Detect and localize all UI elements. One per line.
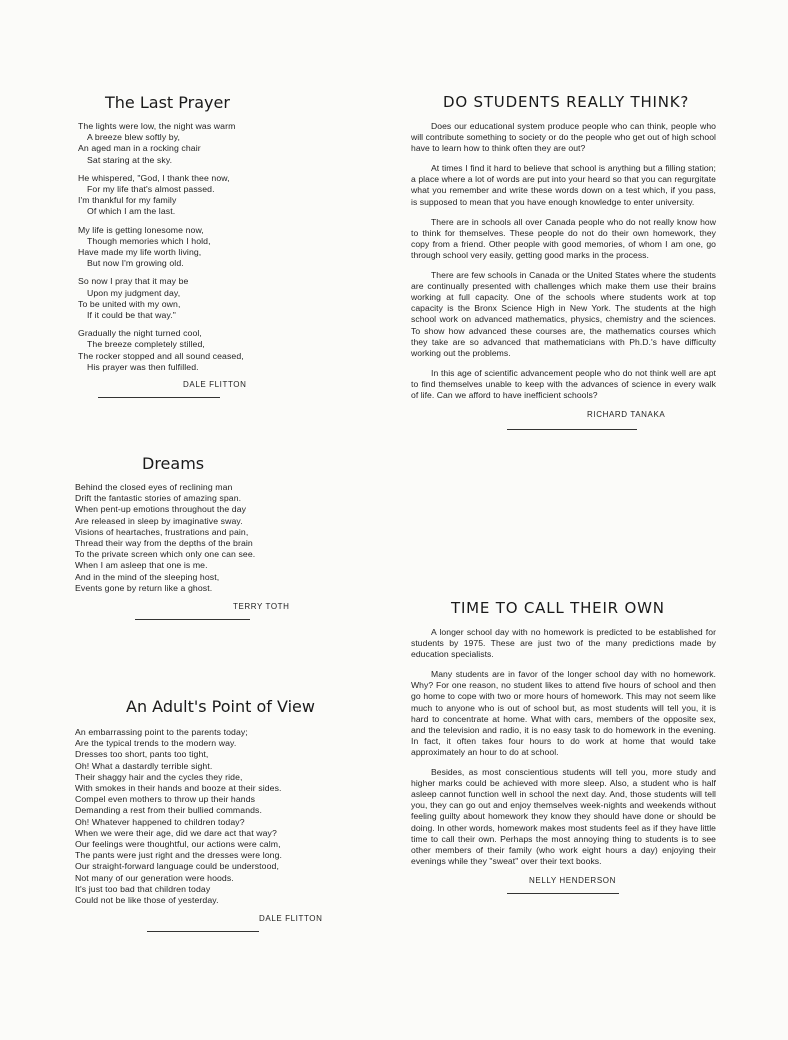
poem-line: An aged man in a rocking chair xyxy=(78,143,201,154)
dreams-title: Dreams xyxy=(142,454,205,473)
poem-line: The rocker stopped and all sound ceased, xyxy=(78,350,244,361)
poem-line: Our straight-forward language could be understood, xyxy=(75,861,279,872)
poem-line: The pants were just right and the dresses were long. xyxy=(75,850,283,861)
adults-view-section xyxy=(75,697,335,932)
poem-stanza xyxy=(78,121,328,166)
article-paragraph: At times I find it hard to believe that school is anything but a filling station; a place where a lot of words are put into your heard so that you can regurgitate what you remember and write these words down on a test which, if you pass, is supposed to mean that you have enough knowledge to enter university. xyxy=(411,163,716,207)
poem-line: To be united with my own, xyxy=(78,298,181,309)
students-think-rule xyxy=(507,429,637,430)
poem-line: For my life that's almost passed. xyxy=(87,184,215,195)
poem-line: But now I'm growing old. xyxy=(87,258,184,269)
poem-line: Are the typical trends to the modern way. xyxy=(75,738,237,749)
last-prayer-title: The Last Prayer xyxy=(105,93,230,112)
last-prayer-section xyxy=(78,93,328,398)
article-paragraph: There are few schools in Canada or the United States where the students are continually presented with challenges which make them use their brains working at full capacity. One of the schools where students work at top capacity is the Bronx Science High in New York. The students at the high school work on advanced mathematics, physics, chemistry and the sciences. To show how advanced these courses are, the mathematics courses which they take are so advanced that mathematicians with Ph.D.'s have difficulty working out the problems. xyxy=(411,270,716,358)
adults-view-author: DALE FLITTON xyxy=(259,914,323,924)
last-prayer-rule xyxy=(98,397,220,398)
poem-line: An embarrassing point to the parents today; xyxy=(75,727,248,737)
poem-line: Of which I am the last. xyxy=(87,206,176,217)
poem-line: Visions of heartaches, frustrations and pain, xyxy=(75,526,249,537)
poem-line: Demanding a rest from their bullied commands. xyxy=(75,805,263,816)
time-own-rule xyxy=(507,893,619,894)
dreams-section xyxy=(75,454,325,620)
poem-line: When pent-up emotions throughout the day xyxy=(75,504,247,515)
poem-line: Could not be like those of yesterday. xyxy=(75,895,219,906)
poem-line: Have made my life worth living, xyxy=(78,247,202,258)
dreams-body xyxy=(75,482,325,594)
poem-line: The breeze completely stilled, xyxy=(87,339,205,350)
poem-stanza xyxy=(78,328,328,373)
poem-line: So now I pray that it may be xyxy=(78,276,189,287)
article-paragraph: Many students are in favor of the longer school day with no homework. Why? For one reason, no student likes to attend five hours of school and then go home to cope with two or more hours of homework. This may not seem like much to anyone who is out of school but, as most students will tell you, it is hard to concentrate at home. What with cars, members of the opposite sex, and the television and radio, it is no easy task to do homework in the evening. In fact, it often takes four hours to do work at home that would take approximately an hour to do at school. xyxy=(411,669,716,757)
poem-line: Oh! Whatever happened to children today? xyxy=(75,816,245,827)
poem-line: Their shaggy hair and the cycles they ride, xyxy=(75,771,243,782)
last-prayer-body xyxy=(78,121,328,373)
poem-line: When I am asleep that one is me. xyxy=(75,560,208,571)
poem-line: I'm thankful for my family xyxy=(78,195,177,206)
students-think-body xyxy=(411,121,716,401)
poem-line: Our feelings were thoughtful, our actions were calm, xyxy=(75,839,281,850)
article-paragraph: In this age of scientific advancement people who do not think well are apt to find themselves unable to keep with the advances of science in every walk of life. Can we afford to have inefficient schools? xyxy=(411,367,716,400)
dreams-rule xyxy=(135,619,250,620)
poem-stanza xyxy=(78,225,328,270)
adults-view-rule xyxy=(147,931,259,932)
article-paragraph: Does our educational system produce people who can think, people who will contribute something to society or do the people who get out of high school have to learn how to think often they are out? xyxy=(411,121,716,154)
poem-line: Are released in sleep by imaginative sway. xyxy=(75,515,243,526)
article-paragraph: A longer school day with no homework is predicted to be established for students by 1975. These are just two of the many predictions made by education specialists. xyxy=(411,627,716,660)
poem-stanza xyxy=(78,276,328,321)
poem-line: A breeze blew softly by, xyxy=(87,132,181,143)
students-think-title: DO STUDENTS REALLY THINK? xyxy=(443,93,690,111)
poem-line: Compel even mothers to throw up their hands xyxy=(75,794,256,805)
poem-line: He whispered, "God, I thank thee now, xyxy=(78,172,230,183)
dreams-author: TERRY TOTH xyxy=(233,602,290,612)
poem-line: Sat staring at the sky. xyxy=(87,154,173,165)
poem-line: Dresses too short, pants too tight, xyxy=(75,749,209,760)
adults-view-body xyxy=(75,727,335,906)
poem-line: The lights were low, the night was warm xyxy=(78,121,236,131)
article-paragraph: Besides, as most conscientious students will tell you, more study and higher marks could be achieved with more sleep. Also, a student who is half asleep cannot function well in school the next day. And, those students will tell you, they can go out and enjoy themselves week-nights and weekends without feeling guilty about homework they know they should have done or should be doing. In other words, homework makes most students feel as if they have little time to call their own. Perhaps the most annoying thing to students is to see other members of their family (who work eight hours a day) enjoying their evenings while they "sweat" over their text books. xyxy=(411,767,716,866)
poem-line: It's just too bad that children today xyxy=(75,883,211,894)
poem-line: To the private screen which only one can see. xyxy=(75,549,256,560)
poem-line: Drift the fantastic stories of amazing span. xyxy=(75,493,242,504)
poem-line: Oh! What a dastardly terrible sight. xyxy=(75,760,213,771)
poem-line: Though memories which I hold, xyxy=(87,235,211,246)
poem-line: Thread their way from the depths of the brain xyxy=(75,538,253,549)
adults-view-title: An Adult's Point of View xyxy=(126,697,315,716)
poem-line: His prayer was then fulfilled. xyxy=(87,361,199,372)
time-own-author: NELLY HENDERSON xyxy=(529,875,616,885)
poem-line: Upon my judgment day, xyxy=(87,287,181,298)
students-think-author: RICHARD TANAKA xyxy=(587,410,666,420)
time-own-section xyxy=(411,599,716,894)
poem-line: If it could be that way." xyxy=(87,310,176,321)
poem-line: Gradually the night turned cool, xyxy=(78,328,202,339)
poem-line: Events gone by return like a ghost. xyxy=(75,582,213,593)
last-prayer-author: DALE FLITTON xyxy=(183,380,247,390)
poem-line: When we were their age, did we dare act that way? xyxy=(75,827,277,838)
poem-line: And in the mind of the sleeping host, xyxy=(75,571,220,582)
article-paragraph: There are in schools all over Canada people who do not really know how to think for themselves. These people do not do their own homework, they copy from a friend. Other people with good memories, of whom I am one, go through school very easily, getting good marks in the process. xyxy=(411,216,716,260)
students-think-section xyxy=(411,93,716,430)
time-own-body xyxy=(411,627,716,867)
poem-line: Behind the closed eyes of reclining man xyxy=(75,482,233,492)
poem-stanza xyxy=(78,173,328,218)
poem-line: My life is getting lonesome now, xyxy=(78,224,204,235)
time-own-title: TIME TO CALL THEIR OWN xyxy=(451,599,665,617)
poem-line: With smokes in their hands and booze at their sides. xyxy=(75,783,282,794)
poem-line: Not many of our generation were hoods. xyxy=(75,872,234,883)
